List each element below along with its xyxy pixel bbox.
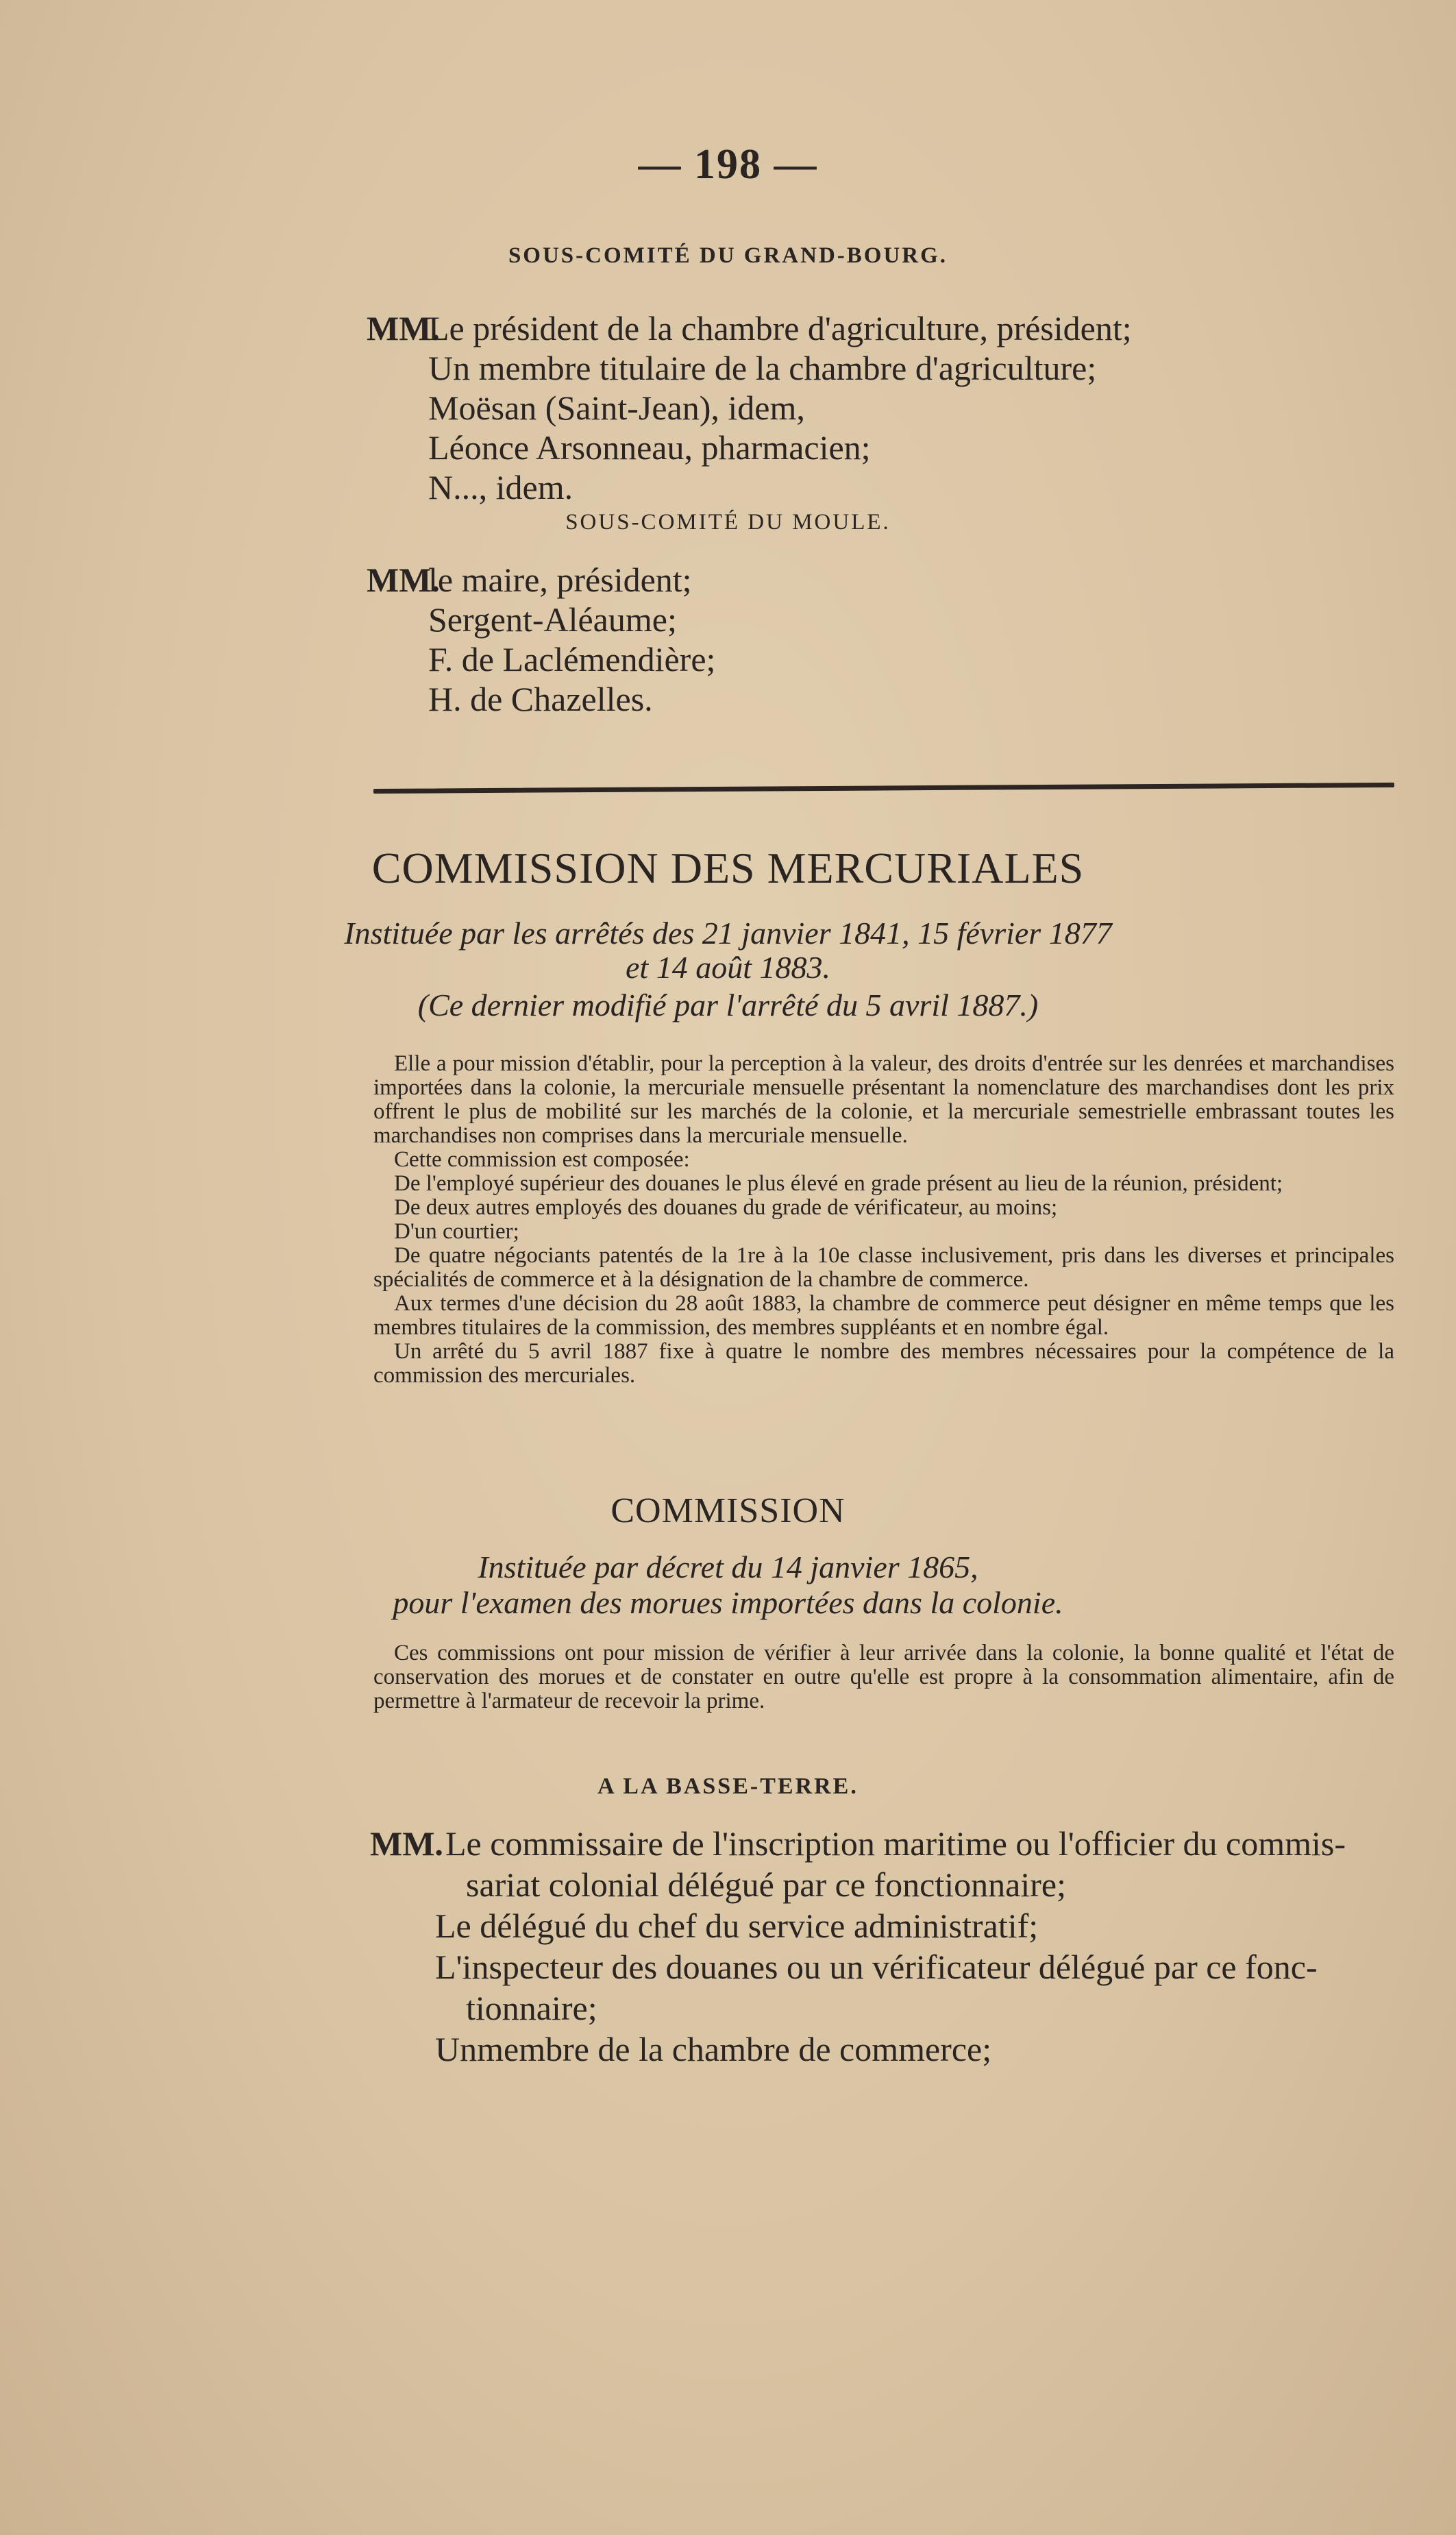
moule-heading: SOUS-COMITÉ DU MOULE. — [565, 510, 891, 535]
paragraph: De quatre négociants patentés de la 1re à la 10e classe inclusivement, pris dans les diverses et principales spécialités de commerce et à la désignation de la chambre de commerce. — [373, 1243, 1394, 1292]
basse-terre-heading: A LA BASSE-TERRE. — [597, 1774, 859, 1799]
member-line: L'inspecteur des douanes ou un vérificateur délégué par ce fonc- — [435, 1948, 1318, 1986]
member-line: Sergent-Aléaume; — [428, 600, 677, 639]
member-line: Le commissaire de l'inscription maritime ou l'officier du commis- — [445, 1824, 1346, 1863]
mercuriales-instituted-line: et 14 août 1883. — [626, 950, 830, 985]
paragraph: Cette commission est composée: — [394, 1147, 690, 1172]
paragraph: De deux autres employés des douanes du grade de vérificateur, au moins; — [394, 1195, 1058, 1220]
mm-prefix: MM. — [367, 309, 440, 347]
member-row — [367, 560, 715, 600]
mercuriales-body — [373, 1052, 1394, 1388]
paragraph: Ces commissions ont pour mission de vérifier à leur arrivée dans la colonie, la bonne qualité et l'état de conservation des morues et de constater en outre qu'elle est propre à la consommation alimentaire, afin de permettre à l'armateur de recevoir la prime. — [373, 1641, 1394, 1713]
morues-body — [373, 1641, 1394, 1713]
grand-bourg-members — [367, 308, 1132, 507]
morues-instituted-line: pour l'examen des morues importées dans la colonie. — [393, 1585, 1063, 1620]
basse-terre-members — [370, 1823, 1398, 2070]
member-line: Le délégué du chef du service administratif; — [435, 1907, 1039, 1945]
member-line: Moësan (Saint-Jean), idem, — [428, 389, 805, 427]
member-row — [370, 1823, 1398, 1864]
morues-instituted-line: Instituée par décret du 14 janvier 1865, — [478, 1550, 978, 1584]
page-number: — 198 — — [638, 141, 818, 188]
member-line: tionnaire; — [466, 1989, 597, 2027]
paragraph: D'un courtier; — [394, 1219, 519, 1244]
member-line: Un membre titulaire de la chambre d'agriculture; — [428, 349, 1097, 387]
paragraph: Aux termes d'une décision du 28 août 1883, la chambre de commerce peut désigner en même temps que les membres titulaires de la commission, des membres suppléants et en nombre égal. — [373, 1291, 1394, 1340]
mercuriales-instituted-line: Instituée par les arrêtés des 21 janvier 1841, 15 février 1877 — [344, 916, 1112, 951]
member-line: Le président de la chambre d'agriculture, président; — [428, 309, 1132, 347]
mercuriales-instituted-line: (Ce dernier modifié par l'arrêté du 5 avril 1887.) — [417, 988, 1039, 1022]
mm-prefix: MM. — [370, 1824, 443, 1863]
moule-members — [367, 560, 715, 719]
mm-prefix: MM. — [367, 561, 440, 599]
member-line: N..., idem. — [428, 468, 573, 506]
grand-bourg-heading: SOUS-COMITÉ DU GRAND-BOURG. — [508, 243, 948, 268]
paragraph: De l'employé supérieur des douanes le plus élevé en grade présent au lieu de la réunion, président; — [394, 1171, 1283, 1196]
member-line: sariat colonial délégué par ce fonctionnaire; — [466, 1865, 1066, 1904]
member-line: Léonce Arsonneau, pharmacien; — [428, 428, 871, 467]
member-line: le maire, président; — [428, 561, 692, 599]
member-line: Unmembre de la chambre de commerce; — [435, 2030, 992, 2068]
member-line: F. de Laclémendière; — [428, 640, 716, 678]
member-row — [367, 308, 1132, 348]
mercuriales-title: COMMISSION DES MERCURIALES — [371, 844, 1085, 892]
paragraph: Un arrêté du 5 avril 1887 fixe à quatre le nombre des membres nécessaires pour la compétence de la commission des mercuriales. — [373, 1339, 1394, 1388]
horizontal-rule — [373, 783, 1394, 794]
paragraph: Elle a pour mission d'établir, pour la perception à la valeur, des droits d'entrée sur les denrées et marchandises importées dans la colonie, la mercuriale mensuelle présentant la nomenclature des marchandises dont les prix offrent le plus de mobilité sur les marchés de la colonie, et la mercuriale semestrielle embrassant toutes les marchandises non comprises dans la mercuriale mensuelle. — [373, 1051, 1394, 1148]
morues-title: COMMISSION — [610, 1491, 846, 1530]
member-line: H. de Chazelles. — [428, 680, 653, 718]
